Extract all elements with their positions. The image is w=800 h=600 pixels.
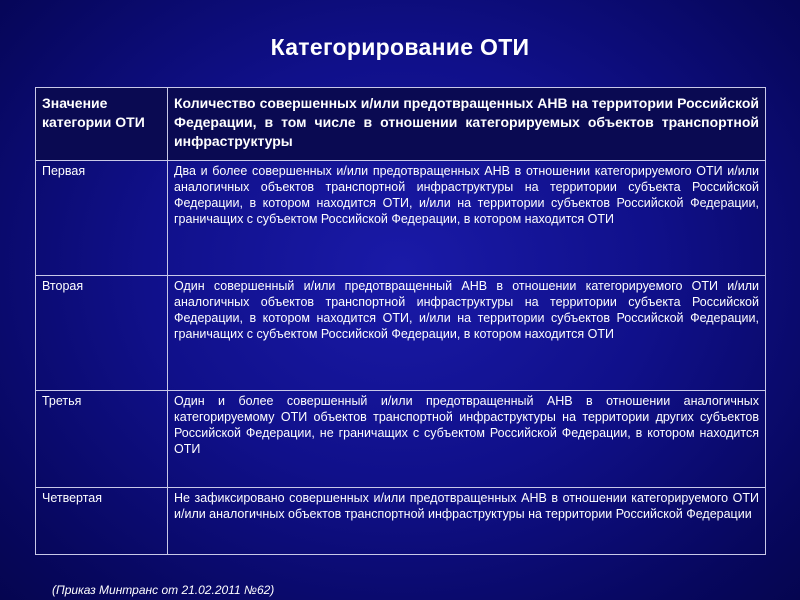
category-description: Один совершенный и/или предотвращенный АНВ в отношении категорируемого ОТИ и/или аналогичных объектов транспортной инфраструктуры на территории субъекта Российской Федерации, в котором находится ОТИ, и/или на территории субъектов Российской Федерации, граничащих с субъектом Российской Федерации, в котором находится ОТИ (168, 276, 766, 391)
header-incident-count: Количество совершенных и/или предотвращенных АНВ на территории Российской Федерации, в том числе в отношении категорируемых объектов транспортной инфраструктуры (168, 88, 766, 161)
category-description: Один и более совершенный и/или предотвращенный АНВ в отношении аналогичных категорируемому ОТИ объектов транспортной инфраструктуры на территории других субъектов Российской Федерации, не граничащих с субъектом Российской Федерации, в котором находится ОТИ (168, 391, 766, 488)
table-row (36, 161, 766, 276)
source-footnote: (Приказ Минтранс от 21.02.2011 №62) (52, 583, 275, 597)
header-category-value: Значение категории ОТИ (36, 88, 168, 161)
table-row (36, 488, 766, 555)
categories-table (35, 87, 766, 555)
table-header-row (36, 88, 766, 161)
category-description: Два и более совершенных и/или предотвращенных АНВ в отношении категорируемого ОТИ и/или аналогичных объектов транспортной инфраструктуры на территории субъекта Российской Федерации, в котором находится ОТИ, и/или на территории субъектов Российской Федерации, граничащих с субъектом Российской Федерации, в котором находится ОТИ (168, 161, 766, 276)
table-row (36, 391, 766, 488)
category-description: Не зафиксировано совершенных и/или предотвращенных АНВ в отношении категорируемого ОТИ и/или аналогичных объектов транспортной инфраструктуры на территории Российской Федерации (168, 488, 766, 555)
category-name: Третья (36, 391, 168, 488)
table-row (36, 276, 766, 391)
category-name: Вторая (36, 276, 168, 391)
category-name: Первая (36, 161, 168, 276)
category-name: Четвертая (36, 488, 168, 555)
slide-title: Категорирование ОТИ (270, 34, 530, 60)
